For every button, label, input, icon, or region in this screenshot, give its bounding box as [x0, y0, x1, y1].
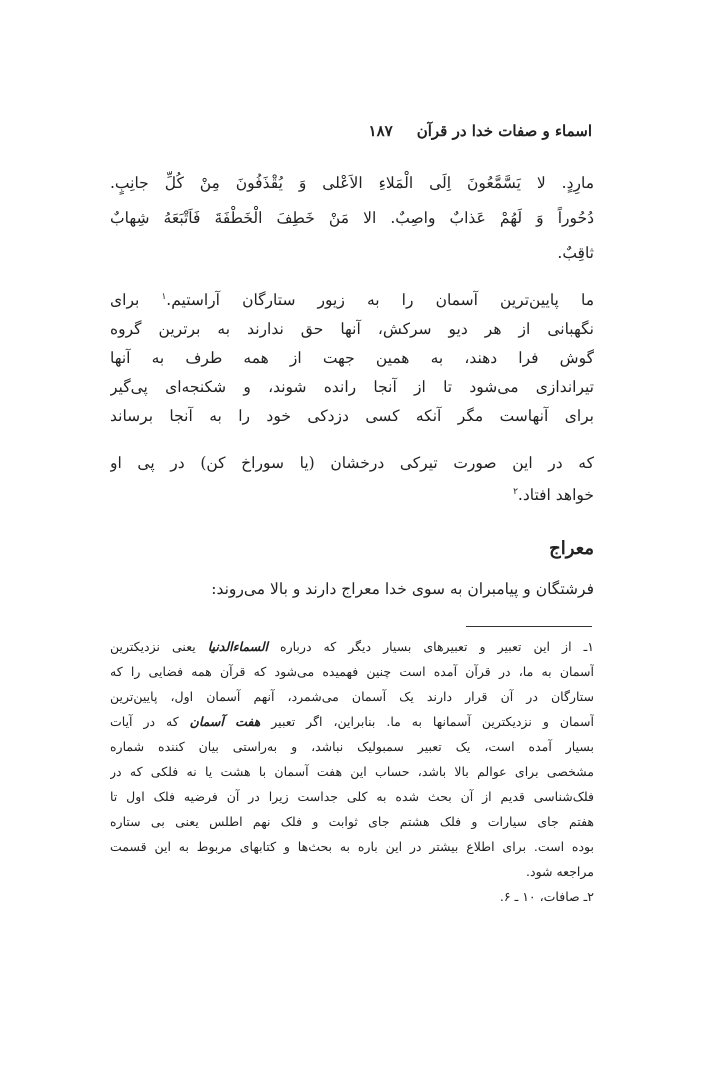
footnote-text: یعنی نزدیکترین [110, 639, 196, 654]
translation-line: تیراندازی می‌شود تا از آنجا رانده شوند، و شکنجه‌ای پی‌گیر [110, 378, 594, 396]
footnote-line: مراجعه شود. [526, 864, 594, 879]
footnote-emphasis: هفت آسمان [189, 714, 261, 729]
quran-verse-line: دُحُوراً وَ لَهُمْ عَذابٌ واصِبٌ. الا مَنْ خَطِفَ الْخَطْفَةَ فَاَتْبَعَهُ شِهابٌ [110, 209, 594, 227]
footnote-separator [466, 626, 592, 627]
footnote-marker: ۲ [513, 486, 518, 497]
quran-verse-line: مارِدٍ. لا يَسَّمَّعُونَ اِلَى الْمَلاءِ الاَعْلى وَ يُقْذَفُونَ مِنْ كُلِّ جانِبٍ. [110, 174, 594, 192]
footnote-text: آسمان و نزدیکترین آسمانها به ما. بنابراین، اگر تعبیر [271, 714, 594, 729]
footnote-line: فلک‌شناسی قدیم از آن بحث شده به کلی جداست زیرا در آن فرضیه فلک اول تا [110, 789, 594, 804]
footnote-line: بوده است. برای اطلاع بیشتر در این باره به بحث‌ها و کتابهای مربوط به این قسمت [110, 839, 594, 854]
footnote-line: مشخصی برای عوالم بالا باشد، حساب این هفت آسمان با هشت یا نه فلکی که در [110, 764, 594, 779]
quran-verse-line: ثاقِبٌ. [557, 244, 594, 262]
page-number: ۱۸۷ [368, 122, 393, 140]
footnote-marker: ۱ [161, 291, 167, 302]
section-intro: فرشتگان و پیامبران به سوی خدا معراج دارند و بالا می‌روند: [211, 580, 594, 598]
footnote-line: ۲ـ صافات، ۱۰ ـ ۶. [499, 889, 594, 904]
translation-line: گوش فرا دهند، به همین جهت از همه طرف به آنها [110, 349, 594, 367]
translation-line: برای آنهاست مگر آنکه کسی دزدکی خود را به آنجا برساند [110, 407, 594, 425]
section-heading: معراج [549, 538, 594, 559]
footnote-line: بسیار آمده است، یک تعبیر سمبولیک نباشد، و به‌راستی بیان کننده شماره [110, 739, 594, 754]
footnote-text: ۱ـ از این تعبیر و تعبیرهای بسیار دیگر که درباره [280, 639, 594, 654]
running-title: اسماء و صفات خدا در قرآن [416, 122, 592, 140]
footnote-line: آسمان به ما، در قرآن آمده است چنین فهمیده می‌شود که قرآن همه فضایی را که [110, 664, 594, 679]
translation-line [110, 287, 594, 313]
footnote-line [110, 711, 594, 733]
translation-line: که در این صورت تیرکی درخشان (یا سوراخ کن) در پی او [110, 454, 594, 472]
footnote-line: هفتم جای سیارات و فلک هشتم جای ثوابت و فلک نهم اطلس یعنی بی ستاره [110, 814, 594, 829]
footnote-line: ستارگان در آن قرار دارند یک آسمان می‌شمرد، آنهم آسمان اول، پایین‌ترین [110, 689, 594, 704]
page-header [110, 118, 592, 144]
footnote-text: که در آیات [110, 714, 179, 729]
translation-line [110, 482, 594, 508]
translation-line: نگهبانی از هر دیو سرکش، آنها حق ندارند به برترین گروه [110, 320, 594, 338]
translation-text: برای [110, 291, 140, 309]
footnote-emphasis: السماءالدنیا [207, 639, 268, 654]
translation-text: ما پایین‌ترین آسمان را به زیور ستارگان آراستیم. [166, 291, 594, 309]
footnote-line [110, 636, 594, 658]
translation-text: خواهد افتاد. [517, 486, 594, 504]
